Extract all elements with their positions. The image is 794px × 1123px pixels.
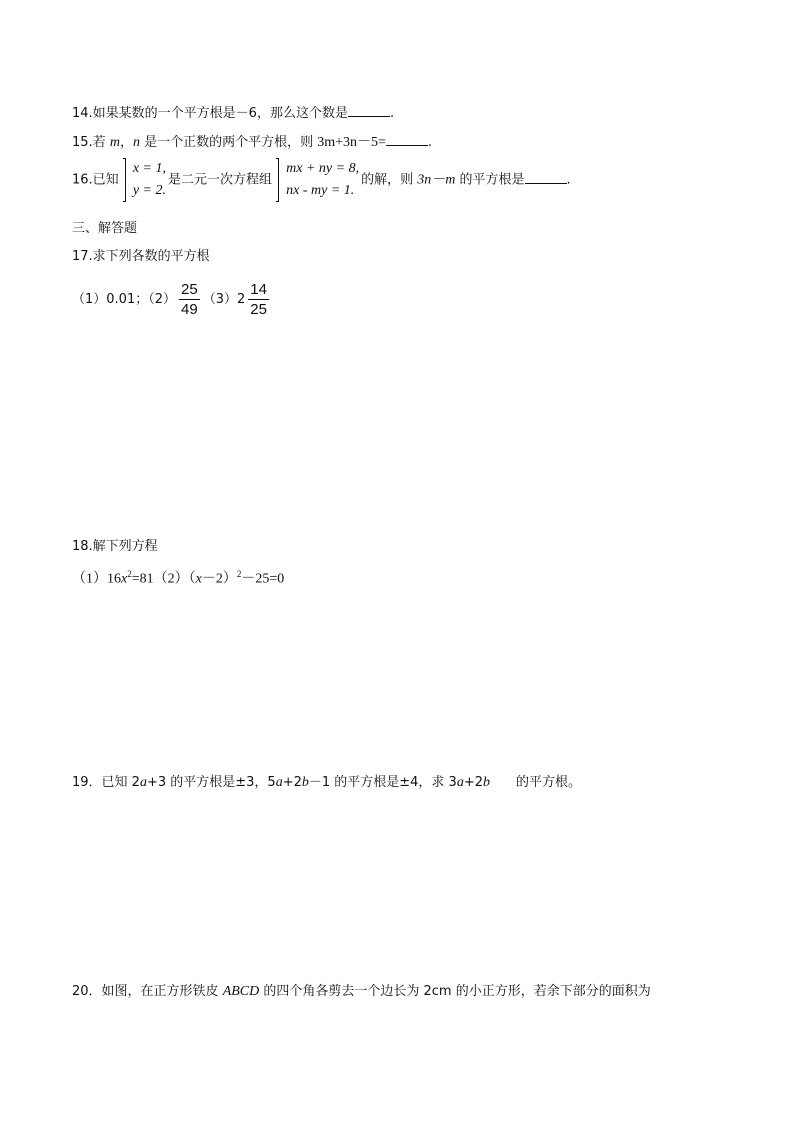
- q17-part1: （1）0.01；（2）: [72, 292, 176, 307]
- q18-var-x: x: [121, 571, 128, 587]
- q16-sys2-row1: mx + ny = 8,: [286, 161, 360, 176]
- q15-blank: [386, 133, 428, 146]
- q16-equation-system: [278, 158, 359, 202]
- q18-part1: （1）16: [72, 571, 121, 587]
- q15-part2: ，: [119, 135, 133, 150]
- q16-solution-system: [125, 158, 166, 202]
- q20-square-name: ABCD: [222, 984, 260, 999]
- q18-exponent-2: 2: [236, 569, 242, 579]
- q17-fraction-1: [179, 280, 200, 319]
- q19-part5: +2: [463, 775, 484, 790]
- q18-part3: －2）: [201, 571, 237, 587]
- question-18-equations: [72, 566, 284, 588]
- question-14: [72, 104, 394, 122]
- q16-sys1-row1: x = 1,: [132, 161, 166, 176]
- q16-brace-1: [125, 158, 131, 202]
- q19-part2: +3 的平方根是±3，5: [146, 775, 276, 790]
- q16-after: 的解，则: [361, 172, 418, 188]
- q19-var-a-1: a: [139, 775, 147, 790]
- q14-text: 14.如果某数的一个平方根是－6，那么这个数是: [72, 106, 348, 121]
- q18-exponent-1: 2: [127, 569, 132, 579]
- q19-part3: +2: [282, 775, 302, 790]
- q19-part1: 19．已知 2: [72, 775, 140, 790]
- q19-part6: 的平方根。: [490, 775, 582, 790]
- question-15: [72, 133, 432, 151]
- q16-suffix: .: [566, 172, 571, 188]
- question-18-title: 18.解下列方程: [72, 539, 158, 554]
- q17-part3: （3）2: [202, 292, 246, 307]
- question-17-title: 17.求下列各数的平方根: [72, 249, 210, 264]
- q16-mid: 是二元一次方程组: [168, 172, 273, 188]
- q19-var-a-3: a: [456, 775, 464, 790]
- question-20: [72, 984, 651, 1000]
- q19-var-b-1: b: [301, 775, 309, 790]
- q20-part2: 的四个角各剪去一个边长为 2cm 的小正方形，若余下部分的面积为: [259, 984, 651, 999]
- question-19: [72, 775, 581, 791]
- question-17-parts: [72, 280, 272, 320]
- q15-expression: 3m+3n－5=: [317, 135, 386, 150]
- q17-fraction-2: [248, 280, 269, 319]
- q16-sys2-row2: nx - my = 1.: [286, 183, 355, 198]
- q15-var-n: n: [132, 135, 140, 150]
- section-3-heading: 三、解答题: [72, 221, 138, 236]
- q14-blank: [348, 104, 390, 117]
- q19-var-b-2: b: [483, 775, 491, 790]
- q18-var-x-2: x: [195, 571, 202, 587]
- q15-suffix: .: [427, 135, 433, 150]
- q17-frac2-numerator: 14: [250, 281, 267, 298]
- q19-var-a-2: a: [275, 775, 283, 790]
- q16-sys1-row2: y = 2.: [132, 183, 166, 198]
- q15-part3: 是一个正数的两个平方根，则: [139, 135, 318, 150]
- q17-frac2-denominator: 25: [250, 301, 267, 318]
- q16-expression: 3n－m: [417, 172, 456, 188]
- q17-frac1-numerator: 25: [181, 281, 198, 298]
- q14-suffix: .: [389, 106, 395, 121]
- q17-frac1-denominator: 49: [181, 301, 198, 318]
- q18-part4: －25=0: [241, 571, 285, 587]
- q16-tail: 的平方根是: [455, 172, 525, 188]
- q20-part1: 20．如图，在正方形铁皮: [72, 984, 223, 999]
- q19-part4: －1 的平方根是±4，求 3: [308, 775, 457, 790]
- q15-var-m: m: [109, 135, 120, 150]
- q16-prefix: 16.已知: [72, 172, 119, 188]
- q16-blank: [525, 171, 567, 184]
- q16-brace-2: [278, 158, 284, 202]
- q18-part2: =81（2）（: [131, 571, 196, 587]
- q15-part1: 15.若: [72, 135, 110, 150]
- question-16: [72, 158, 571, 203]
